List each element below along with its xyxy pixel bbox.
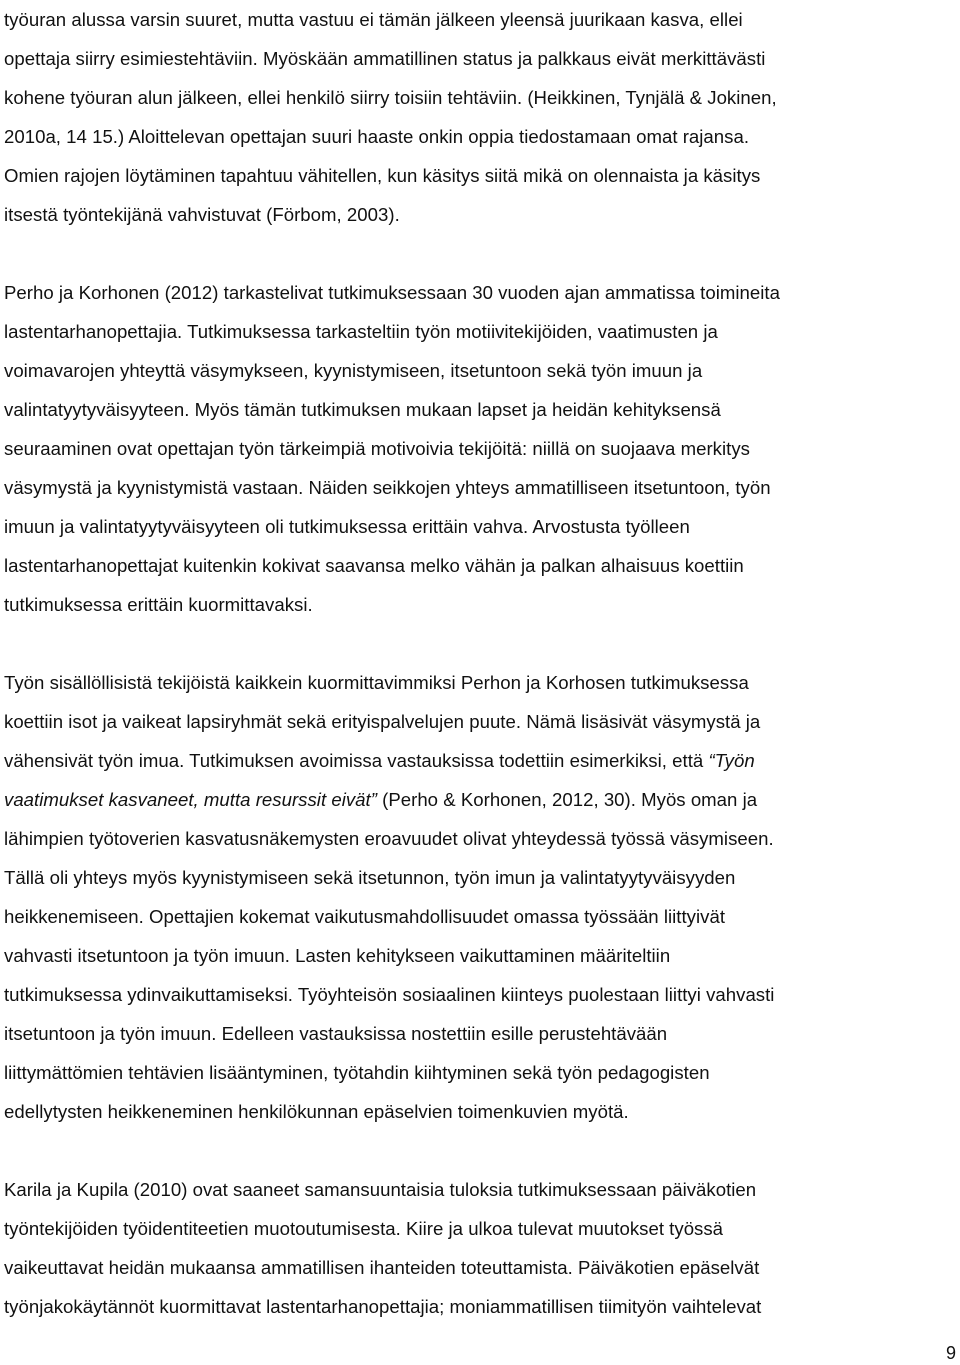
text-line: opettaja siirry esimiestehtäviin. Myöskään ammatillinen status ja palkkaus eivät merkittävästi bbox=[4, 48, 766, 69]
page-number: 9 bbox=[945, 1343, 956, 1363]
text-line: edellytysten heikkeneminen henkilökunnan epäselvien toimenkuvien myötä. bbox=[4, 1101, 629, 1122]
text-line: Perho ja Korhonen (2012) tarkastelivat tutkimuksessaan 30 vuoden ajan ammatissa toimineita bbox=[4, 282, 780, 303]
paragraph bbox=[4, 1170, 956, 1326]
text-line: lähimpien työtoverien kasvatusnäkemysten eroavuudet olivat yhteydessä työssä väsymiseen. bbox=[4, 828, 774, 849]
text-segment: (Perho & Korhonen, 2012, 30). Myös oman ja bbox=[382, 789, 758, 810]
document-page bbox=[4, 0, 956, 1326]
text-segment: vähensivät työn imua. Tutkimuksen avoimissa vastauksissa todettiin esimerkiksi, että bbox=[4, 750, 704, 771]
text-line: Työn sisällöllisistä tekijöistä kaikkein kuormittavimmiksi Perhon ja Korhosen tutkimuksessa bbox=[4, 672, 749, 693]
paragraph-spacer bbox=[4, 234, 956, 273]
paragraph bbox=[4, 663, 956, 1131]
paragraph-spacer bbox=[4, 624, 956, 663]
text-line bbox=[4, 741, 956, 780]
text-line: työntekijöiden työidentiteetien muotoutumisesta. Kiire ja ulkoa tulevat muutokset työssä bbox=[4, 1218, 724, 1239]
text-line: Tällä oli yhteys myös kyynistymiseen sekä itsetunnon, työn imun ja valintatyytyväisyyden bbox=[4, 867, 736, 888]
text-line: lastentarhanopettajia. Tutkimuksessa tarkasteltiin työn motiivitekijöiden, vaatimusten ja bbox=[4, 321, 718, 342]
paragraph-spacer bbox=[4, 1131, 956, 1170]
text-line: kohene työuran alun jälkeen, ellei henkilö siirry toisiin tehtäviin. (Heikkinen, Tynjälä & Jokinen, bbox=[4, 87, 777, 108]
text-line: vahvasti itsetuntoon ja työn imuun. Lasten kehitykseen vaikuttaminen määriteltiin bbox=[4, 945, 671, 966]
text-line: tutkimuksessa ydinvaikuttamiseksi. Työyhteisön sosiaalinen kiinteys puolestaan liittyi vahvasti bbox=[4, 984, 775, 1005]
text-line: Karila ja Kupila (2010) ovat saaneet samansuuntaisia tuloksia tutkimuksessaan päiväkotien bbox=[4, 1179, 757, 1200]
text-line: väsymystä ja kyynistymistä vastaan. Näiden seikkojen yhteys ammatilliseen itsetuntoon, työn bbox=[4, 477, 771, 498]
text-line: imuun ja valintatyytyväisyyteen oli tutkimuksessa erittäin vahva. Arvostusta työlleen bbox=[4, 516, 690, 537]
text-line: vaikeuttavat heidän mukaansa ammatillisen ihanteiden toteuttamista. Päiväkotien epäselvät bbox=[4, 1257, 760, 1278]
paragraph bbox=[4, 0, 956, 234]
text-line: itsetuntoon ja työn imuun. Edelleen vastauksissa nostettiin esille perustehtävään bbox=[4, 1023, 668, 1044]
text-line: seuraaminen ovat opettajan työn tärkeimpiä motivoivia tekijöitä: niillä on suojaava merkitys bbox=[4, 438, 750, 459]
text-line: lastentarhanopettajat kuitenkin kokivat saavansa melko vähän ja palkan alhaisuus koettiin bbox=[4, 555, 744, 576]
paragraph bbox=[4, 273, 956, 624]
text-line: heikkenemiseen. Opettajien kokemat vaikutusmahdollisuudet omassa työssään liittyivät bbox=[4, 906, 726, 927]
text-line: itsestä työntekijänä vahvistuvat (Förbom, 2003). bbox=[4, 204, 400, 225]
text-line: tutkimuksessa erittäin kuormittavaksi. bbox=[4, 594, 313, 615]
text-line: voimavarojen yhteyttä väsymykseen, kyynistymiseen, itsetuntoon sekä työn imuun ja bbox=[4, 360, 703, 381]
text-line: työuran alussa varsin suuret, mutta vastuu ei tämän jälkeen yleensä juurikaan kasva, ellei bbox=[4, 9, 743, 30]
quotation-italic: “Työn bbox=[708, 750, 755, 771]
text-line bbox=[4, 780, 956, 819]
text-line: liittymättömien tehtävien lisääntyminen, työtahdin kiihtyminen sekä työn pedagogisten bbox=[4, 1062, 710, 1083]
text-line: Omien rajojen löytäminen tapahtuu vähitellen, kun käsitys siitä mikä on olennaista ja käsitys bbox=[4, 165, 761, 186]
quotation-italic: vaatimukset kasvaneet, mutta resurssit eivät” bbox=[4, 789, 377, 810]
text-line: valintatyytyväisyyteen. Myös tämän tutkimuksen mukaan lapset ja heidän kehityksensä bbox=[4, 399, 721, 420]
text-line: työnjakokäytännöt kuormittavat lastentarhanopettajia; moniammatillisen tiimityön vaihtelevat bbox=[4, 1296, 762, 1317]
text-line: koettiin isot ja vaikeat lapsiryhmät sekä erityispalvelujen puute. Nämä lisäsivät väsymystä ja bbox=[4, 711, 761, 732]
text-line: 2010a, 14 15.) Aloittelevan opettajan suuri haaste onkin oppia tiedostamaan omat rajansa. bbox=[4, 126, 750, 147]
